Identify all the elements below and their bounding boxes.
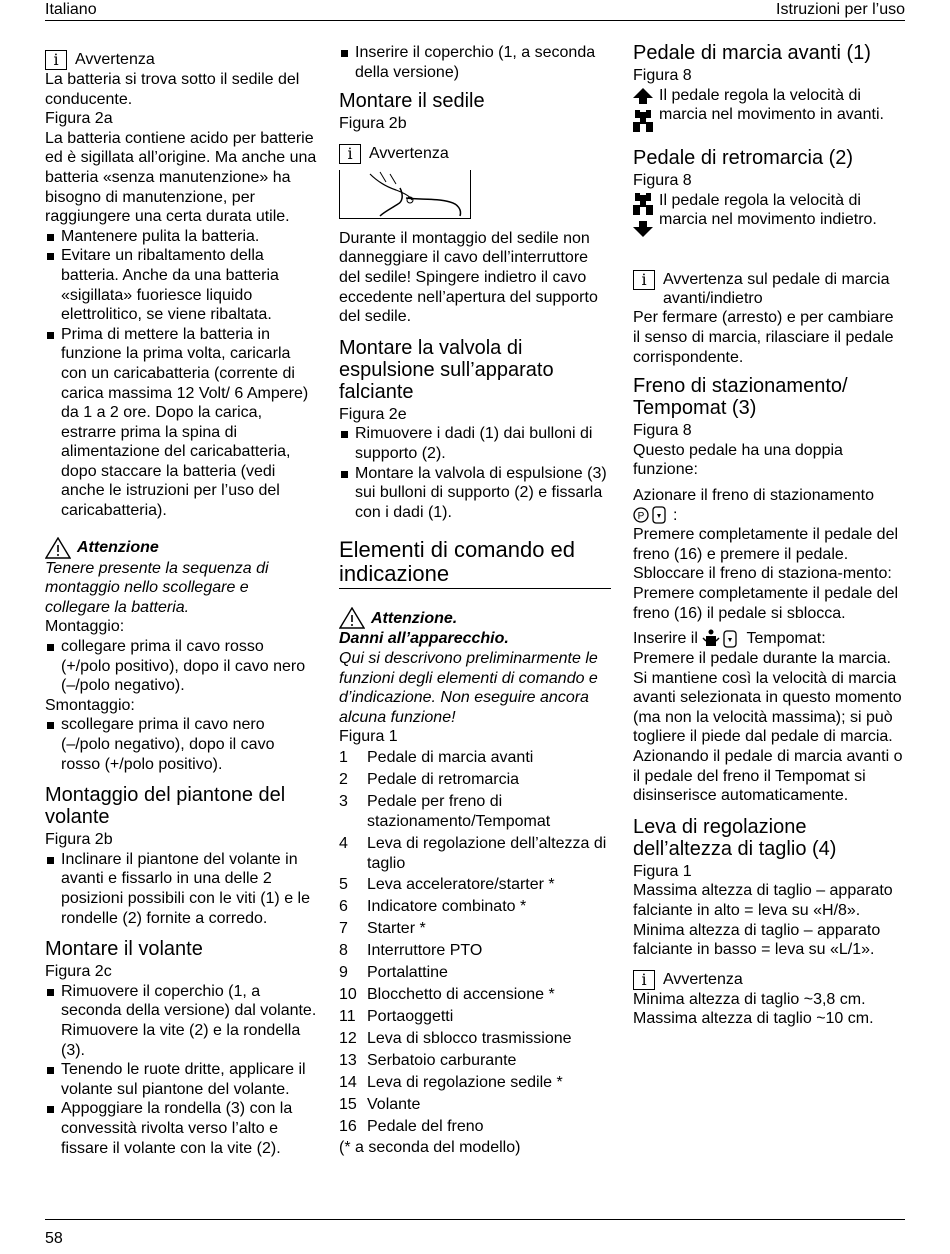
list-item: 3 Pedale per freno di stazionamento/Tempomat [339,792,551,830]
paragraph: La batteria si trova sotto il sedile del conducente. [45,71,300,108]
hand-cable-icon [340,170,470,218]
battery-list [45,227,317,521]
section-heading: Pedale di marcia avanti (1) [633,42,871,64]
list-item: Appoggiare la rondella (3) con la convessità rivolta verso l’alto e fissare il volante con la vite (2). [45,1099,317,1158]
list-item: 1 Pedale di marcia avanti [339,748,534,766]
list-item: 11 Portaoggetti [339,1007,454,1025]
info-icon: i [339,144,361,164]
controls-list [339,747,611,1138]
list-item: Montare la valvola di espulsione (3) sui bulloni di supporto (2) e fissarla con i dadi (1). [339,464,611,523]
list-item: 13 Serbatoio carburante [339,1051,517,1069]
paragraph: Massima altezza di taglio ~10 cm. [633,1010,874,1028]
note-title: Avvertenza [663,970,743,988]
list-item: 15 Volante [339,1095,421,1113]
list-item: Inserire il coperchio (1, a seconda della versione) [339,43,611,82]
list-item: scollegare prima il cavo nero (–/polo negativo), dopo il cavo rosso (+/polo positivo). [45,715,317,774]
list-item: 5 Leva acceleratore/starter * [339,875,555,893]
list-item: Rimuovere i dadi (1) dai bulloni di supporto (2). [339,424,611,463]
figure-ref: Figura 8 [633,172,692,190]
cut-height-note [633,970,905,990]
warning-title: Attenzione. [371,609,458,627]
chapter-heading: Elementi di comando ed indicazione [339,538,611,589]
list-item: Mantenere pulita la batteria. [45,227,317,247]
figure-ref: Figura 2b [45,831,113,849]
section-heading: Leva di regolazione dell’altezza di taglio (4) [633,815,837,860]
label: Montaggio: [45,618,125,636]
parking-brake-icon [633,506,673,524]
paragraph: Premere completamente il pedale del freno (16) il pedale si sblocca. [633,584,899,622]
paragraph: Il pedale regola la velocità di marcia nel movimento in avanti. [659,86,884,124]
section-heading: Montare il volante [45,938,203,961]
paragraph: Minima altezza di taglio ~3,8 cm. [633,990,866,1008]
figure-ref: Figura 2a [45,110,113,128]
battery-warning [45,537,317,559]
warning-triangle-icon [45,537,71,559]
figure-ref: Figura 2e [339,405,407,423]
subheading-tempomat: Inserire il Tempomat: [633,630,826,648]
warning-triangle-icon [339,607,365,629]
controls-warning [339,607,611,629]
list-item: 9 Portalattine [339,963,448,981]
list-item: 12 Leva di sblocco trasmissione [339,1029,572,1047]
section-heading: Montare la valvola di espulsione sull’apparato falciante [339,336,554,403]
note-title: Avvertenza sul pedale di marcia avanti/indietro [663,271,890,308]
column-1 [45,40,317,1158]
paragraph: Il pedale regola la velocità di marcia nel movimento indietro. [659,191,877,229]
page-footer [45,1219,905,1247]
figure-ref: Figura 8 [633,67,692,84]
header-language: Italiano [45,1,97,18]
list-item: 8 Interruttore PTO [339,941,483,959]
svg-text:P: P [637,511,645,523]
list-item: 16 Pedale del freno [339,1117,484,1135]
list-item: collegare prima il cavo rosso (+/polo positivo), dopo il cavo nero (–/polo negativo). [45,637,317,696]
label: Smontaggio: [45,696,135,714]
paragraph: La batteria contiene acido per batterie ed è sigillata all’origine. Ma anche una batteria «senza manutenzione» ha bisogno di manutenzione, per raggiungere una certa durata utile. [45,129,317,226]
reverse-arrow-tractor-icon [633,193,653,239]
battery-note [45,50,317,70]
info-icon: i [45,50,67,70]
paragraph: Durante il montaggio del sedile non danneggiare il cavo dell’interruttore del sedile! Spingere indietro il cavo eccedente nell’apertura del supporto del sedile. [339,229,598,326]
figure-ref: Figura 2c [45,963,112,981]
note-title: Avvertenza [75,51,155,68]
list-item: Rimuovere il coperchio (1, a seconda della versione) dal volante. Rimuovere la vite (2) e la rondella (3). [45,982,317,1060]
list-item: 4 Leva di regolazione dell’altezza di taglio [339,834,607,872]
paragraph: Si mantiene così la velocità di marcia avanti selezionata in questo momento (ma non la velocità massima); si può togliere il piede dal pedale di marcia. [633,669,902,746]
section-heading: Pedale di retromarcia (2) [633,147,854,170]
pedal-note [633,270,905,308]
subheading-parking-brake: Azionare il freno di stazionamento P : [633,486,875,524]
warning-text: Qui si descrivono preliminarmente le funzioni degli elementi di comando e d’indicazione. Non eseguire ancora alcuna funzione! [339,649,598,726]
list-item: 6 Indicatore combinato * [339,897,527,915]
list-item: Inclinare il piantone del volante in avanti e fissarlo in una delle 2 posizioni possibili con le viti (1) e le rondelle (2) fornite a corredo. [45,850,317,928]
list-item: Evitare un ribaltamento della batteria. Anche da una batteria «sigillata» fuoriesce liquido elettrolitico, se viene ribaltata. [45,246,317,324]
figure-ref: Figura 1 [339,728,398,746]
warning-title: Attenzione [77,538,159,556]
column-3 [633,40,905,1029]
paragraph: Minima altezza di taglio – apparato falciante in basso = leva su «L/1». [633,921,881,959]
section-heading: Montare il sedile [339,90,485,113]
tempomat-icon [702,629,742,649]
warning-subtitle: Danni all’apparecchio. [339,630,509,648]
list-item: 7 Starter * [339,919,426,937]
list-item: 14 Leva di regolazione sedile * [339,1073,563,1091]
header-doc-title: Istruzioni per l’uso [776,1,905,18]
paragraph: Premere completamente il pedale del freno (16) e premere il pedale. [633,526,899,563]
figure-ref: Figura 1 [633,862,692,880]
note-title: Avvertenza [369,144,449,162]
list-item: Tenendo le ruote dritte, applicare il volante sul piantone del volante. [45,1060,317,1099]
forward-arrow-tractor-icon [633,88,653,132]
list-item: 10 Blocchetto di accensione * [339,985,555,1003]
footnote: (* a seconda del modello) [339,1138,521,1156]
paragraph: Questo pedale ha una doppia funzione: [633,441,843,479]
seat-note [339,144,611,164]
forward-pedal-block [633,86,905,138]
column-2 [339,40,611,1157]
info-icon: i [633,270,655,290]
figure-ref: Figura 8 [633,422,692,440]
paragraph: Sbloccare il freno di staziona-mento: [633,565,892,583]
paragraph: Premere il pedale durante la marcia. [633,650,891,668]
reverse-pedal-block [633,191,905,245]
section-heading: Freno di stazionamento/ Tempomat (3) [633,375,848,420]
page-number: 58 [45,1230,63,1247]
figure-ref: Figura 2b [339,115,407,133]
info-icon: i [633,970,655,990]
paragraph: Azionando il pedale di marcia avanti o il pedale del freno il Tempomat si disinserisce automaticamente. [633,748,903,805]
list-item: Prima di mettere la batteria in funzione la prima volta, caricarla con un caricabatteria (corrente di carica massima 12 Volt/ 6 Ampere) da 1 a 2 ore. Dopo la carica, estrarre prima la spina di alimentazione del caricabatteria, dopo staccare la batteria (vedi anche le istruzioni per l’uso del caricabatteria). [45,325,317,521]
warning-text: Tenere presente la sequenza di montaggio nello scollegare e collegare la batteria. [45,559,269,616]
section-heading: Montaggio del piantone del volante [45,784,286,829]
paragraph: Massima altezza di taglio – apparato falciante in alto = leva su «H/8». [633,882,893,920]
seat-cable-illustration [339,170,471,219]
paragraph: Per fermare (arresto) e per cambiare il senso di marcia, rilasciare il pedale corrispondente. [633,309,894,366]
list-item: 2 Pedale di retromarcia [339,770,520,788]
page-header [45,0,905,21]
